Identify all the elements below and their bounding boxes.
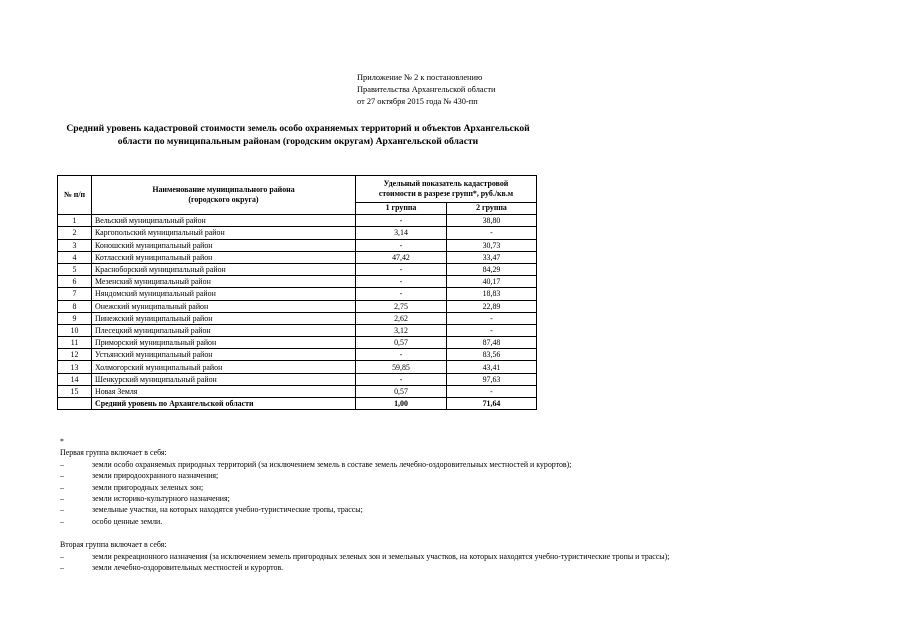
group1-item: [60, 493, 880, 504]
footnote-asterisk: *: [60, 437, 64, 446]
row-number: 12: [58, 349, 92, 361]
row-number: 15: [58, 385, 92, 397]
row-group2: 83,56: [447, 349, 537, 361]
row-number: 9: [58, 312, 92, 324]
table-row: [58, 324, 537, 336]
row-district: Вельский муниципальный район: [92, 215, 356, 227]
document-title: Средний уровень кадастровой стоимости земель особо охраняемых территорий и объектов Архангельской области по муниципальным районам (городским округам) Архангельской области: [66, 123, 530, 148]
table-row: [58, 337, 537, 349]
row-number: 10: [58, 324, 92, 336]
row-group1: -: [356, 215, 447, 227]
row-district: Мезенский муниципальный район: [92, 276, 356, 288]
row-group1: 3,14: [356, 227, 447, 239]
footnotes: [60, 436, 880, 573]
table-row: [58, 300, 537, 312]
row-group2: 33,47: [447, 251, 537, 263]
total-group1: 1,00: [356, 398, 447, 410]
table-row: [58, 349, 537, 361]
row-number: 7: [58, 288, 92, 300]
dash-marker: –: [60, 494, 64, 504]
row-district: Онежский муниципальный район: [92, 300, 356, 312]
row-group1: -: [356, 239, 447, 251]
group2-item-text: земли рекреационного назначения (за исключением земель пригородных зеленых зон и земельных участков, на которых находятся учебно-туристические тропы и трассы);: [92, 551, 670, 561]
row-group1: -: [356, 349, 447, 361]
group1-item: [60, 516, 880, 527]
row-number: 8: [58, 300, 92, 312]
appendix-line: Правительства Архангельской области: [357, 85, 496, 95]
group1-item: [60, 504, 880, 515]
dash-marker: –: [60, 482, 64, 492]
column-header-number: № п/п: [58, 176, 92, 215]
group2-intro: Вторая группа включает в себя:: [60, 540, 167, 550]
group1-item-text: земли пригородных зеленых зон;: [92, 482, 204, 492]
table-row: [58, 251, 537, 263]
spacer: [60, 527, 880, 539]
row-group2: -: [447, 385, 537, 397]
table-row: [58, 263, 537, 275]
column-header-value-line: стоимости в разрезе групп*, руб./кв.м: [378, 189, 514, 198]
row-number: 2: [58, 227, 92, 239]
dash-marker: –: [60, 516, 64, 526]
row-number: 6: [58, 276, 92, 288]
row-group1: -: [356, 263, 447, 275]
row-group1: -: [356, 276, 447, 288]
row-group1: 0,57: [356, 337, 447, 349]
total-row: [58, 398, 537, 410]
row-district: Пинежский муниципальный район: [92, 312, 356, 324]
dash-marker: –: [60, 471, 64, 481]
row-number: 5: [58, 263, 92, 275]
table-row: [58, 227, 537, 239]
row-group2: -: [447, 227, 537, 239]
row-district: Холмогорский муниципальный район: [92, 361, 356, 373]
row-group2: -: [447, 324, 537, 336]
row-group1: 3,12: [356, 324, 447, 336]
row-group1: 59,85: [356, 361, 447, 373]
row-group2: 87,48: [447, 337, 537, 349]
appendix-line: от 27 октября 2015 года № 430-пп: [357, 97, 478, 107]
group1-item-text: земли историко-культурного назначения;: [92, 494, 230, 504]
table-row: [58, 312, 537, 324]
row-number: 1: [58, 215, 92, 227]
dash-marker: –: [60, 551, 64, 561]
row-number: 13: [58, 361, 92, 373]
row-group1: 0,57: [356, 385, 447, 397]
total-label: Средний уровень по Архангельской области: [92, 398, 356, 410]
table-row: [58, 385, 537, 397]
row-group1: 2,62: [356, 312, 447, 324]
row-district: Каргопольский муниципальный район: [92, 227, 356, 239]
row-number: 4: [58, 251, 92, 263]
row-group1: 47,42: [356, 251, 447, 263]
group1-item-text: земли особо охраняемых природных территорий (за исключением земель в составе земель лечебно-оздоровительных местностей и курортов);: [92, 459, 572, 469]
dash-marker: –: [60, 505, 64, 515]
total-row-number: [58, 398, 92, 410]
dash-marker: –: [60, 563, 64, 573]
column-header-name: [92, 176, 356, 215]
row-district: Приморский муниципальный район: [92, 337, 356, 349]
row-group2: 38,80: [447, 215, 537, 227]
group1-item-text: земельные участки, на которых находятся учебно-туристические тропы, трассы;: [92, 505, 363, 515]
table-row: [58, 276, 537, 288]
appendix-header: [357, 72, 495, 109]
group1-item: [60, 482, 880, 493]
row-district: Новая Земля: [92, 385, 356, 397]
row-district: Котласский муниципальный район: [92, 251, 356, 263]
row-group2: 40,17: [447, 276, 537, 288]
row-number: 11: [58, 337, 92, 349]
group2-item: [60, 562, 880, 573]
group1-item-text: особо ценные земли.: [92, 516, 163, 526]
row-district: Плесецкий муниципальный район: [92, 324, 356, 336]
appendix-line: Приложение № 2 к постановлению: [357, 73, 483, 82]
row-group2: 30,73: [447, 239, 537, 251]
row-group2: 18,83: [447, 288, 537, 300]
group1-item: [60, 459, 880, 470]
group2-item-text: земли лечебно-оздоровительных местностей и курортов.: [92, 563, 284, 573]
cadastral-value-table: [57, 175, 537, 410]
group1-item: [60, 470, 880, 481]
row-group1: -: [356, 288, 447, 300]
row-group2: 97,63: [447, 373, 537, 385]
group1-intro: Первая группа включает в себя:: [60, 448, 167, 458]
table-row: [58, 373, 537, 385]
row-district: Устьянский муниципальный район: [92, 349, 356, 361]
group2-item: [60, 551, 880, 562]
column-header-name-line: Наименование муниципального района: [152, 184, 295, 194]
column-header-value-line: Удельный показатель кадастровой: [383, 178, 509, 188]
column-header-group2: 2 группа: [447, 203, 537, 215]
row-district: Шенкурский муниципальный район: [92, 373, 356, 385]
column-header-group1: 1 группа: [356, 203, 447, 215]
table-row: [58, 288, 537, 300]
row-district: Красноборский муниципальный район: [92, 263, 356, 275]
dash-marker: –: [60, 459, 64, 469]
row-number: 14: [58, 373, 92, 385]
column-header-value: [356, 176, 537, 203]
group1-item-text: земли природоохранного назначения;: [92, 471, 219, 481]
table-row: [58, 361, 537, 373]
row-group2: 43,41: [447, 361, 537, 373]
row-group2: 84,29: [447, 263, 537, 275]
row-group2: 22,89: [447, 300, 537, 312]
table-row: [58, 215, 537, 227]
row-group1: 2,75: [356, 300, 447, 312]
row-district: Няндомский муниципальный район: [92, 288, 356, 300]
row-group2: -: [447, 312, 537, 324]
table-row: [58, 239, 537, 251]
total-group2: 71,64: [447, 398, 537, 410]
row-group1: -: [356, 373, 447, 385]
column-header-name-line: (городского округа): [188, 195, 259, 205]
row-number: 3: [58, 239, 92, 251]
row-district: Коношский муниципальный район: [92, 239, 356, 251]
